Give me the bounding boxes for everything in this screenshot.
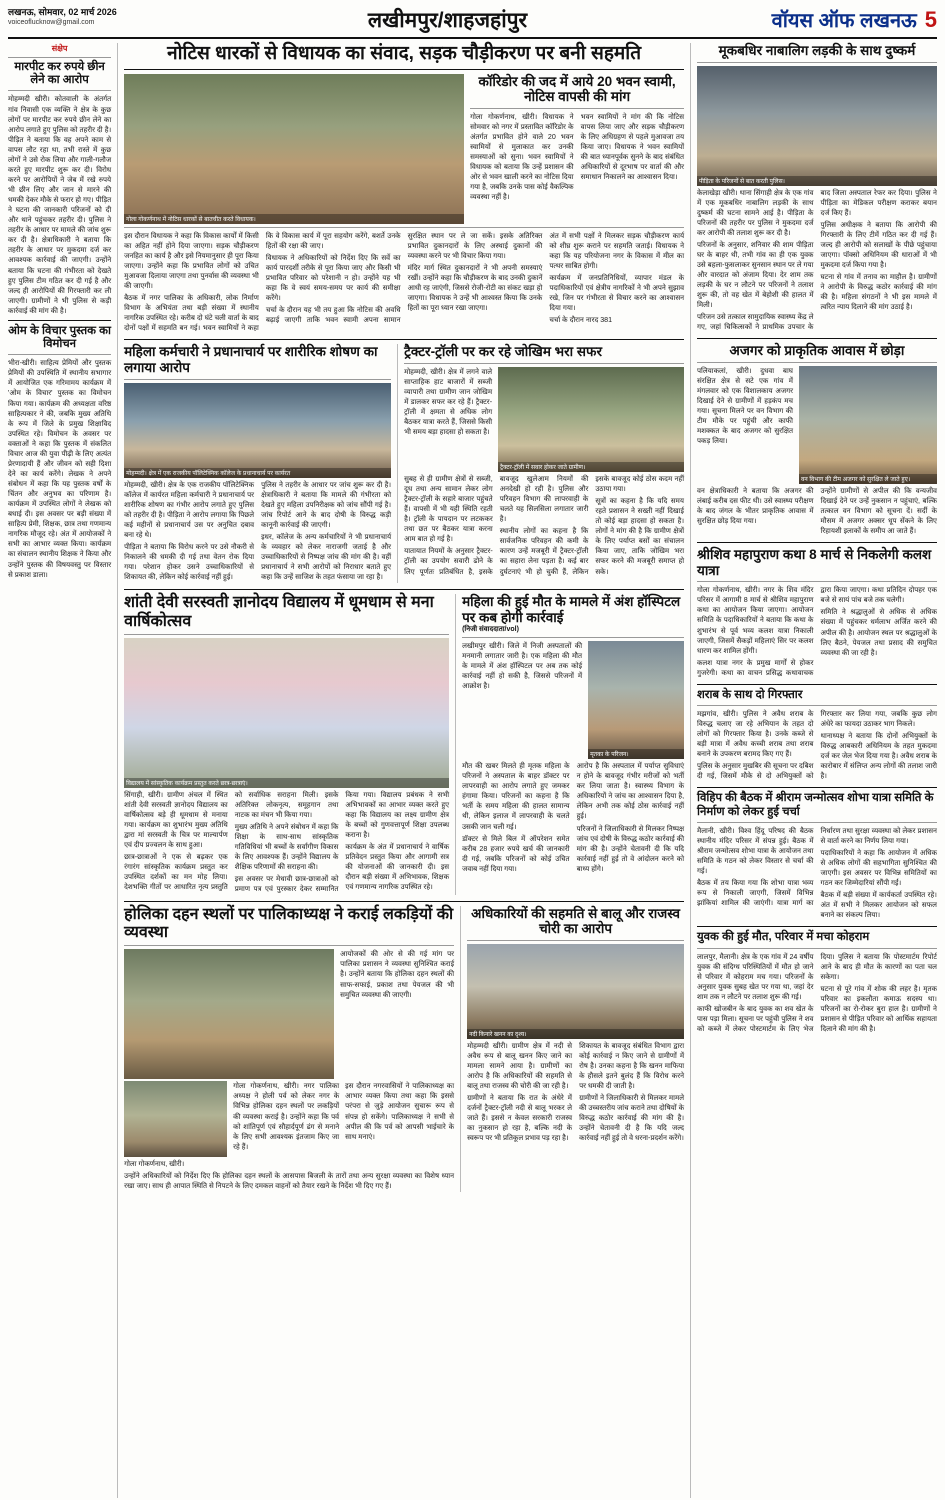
vhp-body-1: बैठक में तय किया गया कि शोभा यात्रा भव्य रूप से निकाली जाएगी, जिसमें विभिन्न झांकियां शामिल की जाएंगी। यात्रा मार्ग का निर्धारण तथा सुरक्षा व्यवस्था को लेकर प्रशासन से वार्ता करने का निर्णय लिया गया।: [696, 826, 937, 908]
crime-photo: [697, 66, 937, 186]
crime-body-1: परिजनों के अनुसार, शनिवार की शाम पीड़िता घर के बाहर थी, तभी गांव का ही एक युवक उसे बहला-फुसलाकर सुनसान स्थान पर ले गया और वारदात को अंजाम दिया। देर शाम तक लड़की के घर न लौटने पर परिजनों ने तलाश शुरू की, तो वह खेत में बेहोशी की हालत में मिली।: [696, 240, 814, 310]
leopard-photo-caption: वन विभाग की टीम अजगर को सुरक्षित ले जाते हुए।: [799, 474, 937, 484]
vhp-headline: विहिप की बैठक में श्रीराम जन्मोत्सव शोभा यात्रा समिति के निर्माण को लेकर हुई चर्चा: [696, 792, 934, 818]
teacher-photo: [124, 383, 391, 478]
hospital-photo-caption: मृतका के परिजन।: [588, 749, 684, 759]
holika-caption: गोला गोकर्णनाथ, खीरी।: [124, 1160, 185, 1169]
leopard-body-0: पलियाकलां, खीरी। दुधवा बाघ संरक्षित क्षेत्र से सटे एक गांव में मंगलवार को एक विशालकाय अजगर दिखाई देने से ग्रामीणों में हड़कंप मच गया। सूचना मिलने पर वन विभाग की टीम मौके पर पहुंची और काफी मशक्कत के बाद अजगर को सुरक्षित पकड़ लिया।: [696, 366, 793, 446]
crime-body-2: परिजन उसे तत्काल सामुदायिक स्वास्थ्य केंद्र ले गए, जहां चिकित्सकों ने प्राथमिक उपचार के बाद जिला अस्पताल रेफर कर दिया। पुलिस ने पीड़िता का मेडिकल परीक्षण कराकर बयान दर्ज किए हैं।: [696, 188, 937, 332]
left-article-1-body: मोहम्मदी खीरी। कोतवाली के अंतर्गत गांव निवासी एक व्यक्ति ने क्षेत्र के कुछ लोगों पर मारपीट कर रुपये छीन लेने का आरोप लगाते हुए पुलिस को तहरीर दी है। पीड़ित ने बताया कि वह अपने काम से वापस लौट रहा था, तभी रास्ते में कुछ लोगों ने उसे रोक लिया और गाली-गलौज करते हुए मारपीट शुरू कर दी। विरोध करने पर आरोपियों ने जेब में रखे रुपये भी छीन लिए और जान से मारने की धमकी देकर मौके से फरार हो गए। पीड़ित ने घटना की जानकारी परिजनों को दी और थाने पहुंचकर तहरीर दी। पुलिस ने तहरीर के आधार पर मामले की जांच शुरू कर दी है। क्षेत्राधिकारी ने बताया कि तहरीर के आधार पर मुकदमा दर्ज कर आवश्यक कार्रवाई की जाएगी। उन्होंने बताया कि घटना की गंभीरता को देखते हुए पुलिस टीम गठित कर दी गई है और जल्द ही आरोपियों की गिरफ्तारी कर ली जाएगी। ग्रामीणों ने भी पुलिस से कड़ी कार्रवाई की मांग की है।: [8, 95, 112, 315]
school-body-2: मुख्य अतिथि ने अपने संबोधन में कहा कि शिक्षा के साथ-साथ सांस्कृतिक गतिविधियां भी बच्चों के सर्वांगीण विकास के लिए आवश्यक हैं। उन्होंने विद्यालय के शैक्षिक परिणामों की सराहना की।: [234, 823, 339, 872]
school-body-3: इस अवसर पर मेधावी छात्र-छात्राओं को प्रमाण पत्र एवं पुरस्कार देकर सम्मानित किया गया। विद्यालय प्रबंधक ने सभी अभिभावकों का आभार व्यक्त करते हुए कहा कि विद्यालय का लक्ष्य ग्रामीण क्षेत्र के बच्चों को गुणवत्तापूर्ण शिक्षा उपलब्ध कराना है।: [234, 790, 450, 894]
liquor-story: [697, 689, 937, 782]
tractor-body-2: यातायात नियमों के अनुसार ट्रैक्टर-ट्रॉली का उपयोग सवारी ढोने के लिए पूर्णतः प्रतिबंधित है, इसके बावजूद खुलेआम नियमों की अनदेखी हो रही है। पुलिस और परिवहन विभाग की लापरवाही के चलते यह सिलसिला लगातार जारी है।: [404, 474, 589, 576]
hospital-story: [462, 594, 684, 894]
tractor-body-4: सूत्रों का कहना है कि यदि समय रहते प्रशासन ने सख्ती नहीं दिखाई तो कोई बड़ा हादसा हो सकता है। लोगों ने मांग की है कि ग्रामीण क्षेत्रों के लिए पर्याप्त बसों का संचालन किया जाए, ताकि जोखिम भरा सफर करने की मजबूरी समाप्त हो सके।: [595, 497, 685, 576]
liquor-headline: शराब के साथ दो गिरफ्तार: [696, 688, 803, 701]
vhp-body-2: पदाधिकारियों ने कहा कि आयोजन में अधिक से अधिक लोगों की सहभागिता सुनिश्चित की जाएगी। इस अवसर पर विभिन्न समितियों का गठन कर जिम्मेदारियां सौंपी गईं।: [820, 849, 937, 888]
column-divider-1: [117, 43, 118, 1498]
leopard-photo: [799, 366, 937, 484]
lead-photo-caption: गोला गोकर्णनाथ में नोटिस धारकों से बातचीत करते विधायक।: [124, 214, 464, 224]
lead-photo: [124, 74, 464, 224]
lead-body-4: विधायक ने अधिकारियों को निर्देश दिए कि सर्वे का कार्य पारदर्शी तरीके से पूरा किया जाए और किसी भी प्रभावित परिवार को परेशानी न हो। उन्होंने यह भी कहा कि वे स्वयं समय-समय पर कार्य की समीक्षा करेंगे।: [265, 253, 401, 303]
tractor-body-0: मोहम्मदी, खीरी। क्षेत्र में लगने वाले साप्ताहिक हाट बाजारों में सब्जी व्यापारी तथा ग्रामीण जान जोखिम में डालकर सफर कर रहे हैं। ट्रैक्टर-ट्रॉली में क्षमता से अधिक लोग बैठकर यात्रा करते हैं, जिससे किसी भी समय बड़ा हादसा हो सकता है।: [404, 367, 493, 437]
youth-headline: युवक की हुई मौत, परिवार में मचा कोहराम: [696, 931, 870, 944]
tractor-body-1: सुबह से ही ग्रामीण क्षेत्रों से सब्जी, दूध तथा अन्य सामान लेकर लोग ट्रैक्टर-ट्रॉली के सहारे बाजार पहुंचते हैं। वापसी में भी यही स्थिति रहती है। ट्रॉली के पायदान पर लटककर तथा छत पर बैठकर यात्रा करना आम बात हो गई है।: [404, 474, 493, 544]
sand-body-3: ग्रामीणों ने जिलाधिकारी से मिलकर मामले की उच्चस्तरीय जांच कराने तथा दोषियों के विरुद्ध कठोर कार्रवाई की मांग की है। उन्होंने चेतावनी दी है कि यदि जल्द कार्रवाई नहीं हुई तो वे धरना-प्रदर्शन करेंगे।: [579, 1093, 685, 1143]
hospital-headline: महिला की हुई मौत के मामले में अंश हॉस्पिटल पर कब होगी कार्रवाई: [462, 594, 681, 625]
holika-body-3: उन्होंने अधिकारियों को निर्देश दिए कि होलिका दहन स्थलों के आसपास बिजली के तारों तथा अन्य सुरक्षा व्यवस्था का विशेष ध्यान रखा जाए। साथ ही आपात स्थिति से निपटने के लिए दमकल वाहनों को तैयार रखने के निर्देश भी दिए गए हैं।: [124, 1172, 455, 1191]
page-grid: [8, 43, 937, 1498]
teacher-body-3: इधर, कॉलेज के अन्य कर्मचारियों ने भी प्रधानाचार्य के व्यवहार को लेकर नाराजगी जताई है और उच्चाधिकारियों से निष्पक्ष जांच की मांग की है। वहीं प्रधानाचार्य ने सभी आरोपों को निराधार बताते हुए कहा कि उन्हें साजिश के तहत फंसाया जा रहा है।: [261, 532, 392, 582]
youth-body-1: काफी खोजबीन के बाद युवक का शव खेत के पास पड़ा मिला। सूचना पर पहुंची पुलिस ने शव को कब्जे में लेकर पोस्टमार्टम के लिए भेज दिया। पुलिस ने बताया कि पोस्टमार्टम रिपोर्ट आने के बाद ही मौत के कारणों का पता चल सकेगा।: [696, 952, 937, 1034]
youth-body-0: लालपुर, मैलानी। क्षेत्र के एक गांव में 24 वर्षीय युवक की संदिग्ध परिस्थितियों में मौत हो जाने से परिवार में कोहराम मच गया। परिजनों के अनुसार युवक सुबह खेत पर गया था, जहां देर शाम तक न लौटने पर तलाश शुरू की गई।: [696, 952, 814, 1001]
lead-subheadline: कॉरिडोर की जद में आये 20 भवन स्वामी, नोटिस वापसी की मांग: [478, 73, 676, 105]
hospital-body-3: आरोप है कि अस्पताल में पर्याप्त सुविधाएं न होने के बावजूद गंभीर मरीजों को भर्ती कर लिया जाता है। स्वास्थ्य विभाग के अधिकारियों ने जांच का आश्वासन दिया है, लेकिन अभी तक कोई ठोस कार्रवाई नहीं हुई।: [576, 762, 685, 821]
masthead: [8, 6, 937, 39]
mid-row-4: [124, 906, 684, 1192]
lead-body-2: इस दौरान विधायक ने कहा कि विकास कार्यों में किसी का अहित नहीं होने दिया जाएगा। सड़क चौड़ीकरण जनहित का कार्य है और इसे नियमानुसार ही पूरा किया जाएगा। उन्होंने कहा कि प्रभावित लोगों को उचित मुआवजा दिलाया जाएगा तथा पुनर्वास की व्यवस्था भी की जाएगी।: [124, 231, 259, 291]
youth-story: [697, 931, 937, 1034]
school-body-1: छात्र-छात्राओं ने एक से बढ़कर एक रंगारंग सांस्कृतिक कार्यक्रम प्रस्तुत कर उपस्थित दर्शकों का मन मोह लिया। देशभक्ति गीतों पर आधारित नृत्य प्रस्तुति को सर्वाधिक सराहना मिली। इसके अतिरिक्त लोकनृत्य, समूहगान तथा नाटक का मंचन भी किया गया।: [124, 790, 339, 892]
sand-photo: [467, 944, 684, 1039]
teacher-headline: महिला कर्मचारी ने प्रधानाचार्य पर शारीरिक शोषण का लगाया आरोप: [124, 344, 378, 375]
liquor-body-0: मझगांव, खीरी। पुलिस ने अवैध शराब के विरुद्ध चलाए जा रहे अभियान के तहत दो लोगों को गिरफ्तार किया है। उनके कब्जे से बड़ी मात्रा में अवैध कच्ची शराब तथा शराब बनाने के उपकरण बरामद किए गए हैं।: [696, 710, 814, 759]
lead-body-7: अंत में सभी पक्षों ने मिलकर सड़क चौड़ीकरण कार्य को शीघ्र शुरू कराने पर सहमति जताई। विधायक ने कहा कि यह परियोजना नगर के विकास में मील का पत्थर साबित होगी।: [549, 231, 685, 271]
lead-body-9: चर्चा के दौरान नारद 381: [549, 316, 613, 325]
crime-body-0: केलाखेड़ा खीरी। थाना सिंगाही क्षेत्र के एक गांव में एक मूकबधिर नाबालिग लड़की के साथ दुष्कर्म की घटना सामने आई है। पीड़िता के परिजनों की तहरीर पर पुलिस ने मुकदमा दर्ज कर आरोपी की तलाश शुरू कर दी है।: [696, 188, 814, 237]
lead-story: [124, 43, 684, 333]
column-divider-mid: [397, 344, 398, 583]
holika-body-1: आयोजकों की ओर से की गई मांग पर पालिका प्रशासन ने व्यवस्था सुनिश्चित कराई है। उन्होंने बताया कि होलिका दहन स्थलों की साफ-सफाई, प्रकाश तथा पेयजल की भी समुचित व्यवस्था की जाएगी।: [340, 950, 455, 999]
mid-row-2: [124, 344, 684, 583]
hospital-photo: [588, 641, 684, 759]
left-column: [8, 43, 111, 1498]
crime-body-3: पुलिस अधीक्षक ने बताया कि आरोपी की गिरफ्तारी के लिए टीमें गठित कर दी गई हैं। जल्द ही आरोपी को सलाखों के पीछे पहुंचाया जाएगा। पॉक्सो अधिनियम की धाराओं में भी मुकदमा दर्ज किया गया है।: [820, 220, 937, 269]
contact-email: voiceoflucknow@gmail.com: [8, 19, 95, 27]
liquor-body-2: थानाध्यक्ष ने बताया कि दोनों अभियुक्तों के विरुद्ध आबकारी अधिनियम के तहत मुकदमा दर्ज कर जेल भेज दिया गया है। अवैध शराब के कारोबार में संलिप्त अन्य लोगों की तलाश जारी है।: [820, 732, 937, 781]
school-photo-caption: विद्यालय में सांस्कृतिक कार्यक्रम प्रस्तुत करते छात्र-छात्राएं।: [124, 778, 449, 788]
hospital-byline: (निजी संवाददाता/vol): [462, 626, 519, 634]
tractor-photo: [498, 367, 684, 472]
column-divider-mid2: [455, 594, 456, 894]
lead-body-8: कार्यक्रम में जनप्रतिनिधियों, व्यापार मंडल के पदाधिकारियों एवं क्षेत्रीय नागरिकों ने भी अपने सुझाव रखे, जिन पर गंभीरता से विचार करने का आश्वासन दिया गया।: [549, 274, 685, 313]
left-kicker: संक्षेप: [51, 44, 68, 53]
vhp-body-0: मैलानी, खीरी। विश्व हिंदू परिषद की बैठक स्थानीय मंदिर परिसर में संपन्न हुई। बैठक में श्रीराम जन्मोत्सव शोभा यात्रा के आयोजन तथा समिति के गठन को लेकर विस्तार से चर्चा की गई।: [696, 826, 814, 876]
masthead-center: [218, 6, 677, 34]
column-divider-2: [690, 43, 691, 1498]
tractor-story: [404, 344, 684, 583]
hospital-body-4: परिजनों ने जिलाधिकारी से मिलकर निष्पक्ष जांच एवं दोषी के विरुद्ध कठोर कार्रवाई की मांग की है। उन्होंने चेतावनी दी कि यदि कार्रवाई नहीं हुई तो वे आंदोलन करने को बाध्य होंगे।: [576, 824, 685, 873]
hospital-body-0: लखीमपुर खीरी। जिले में निजी अस्पतालों की मनमानी लगातार जारी है। एक महिला की मौत के मामले में अंश हॉस्पिटल पर अब तक कोई कार्रवाई नहीं हो सकी है, जिससे परिजनों में आक्रोश है।: [462, 642, 583, 691]
sand-body-1: ग्रामीणों ने बताया कि रात के अंधेरे में दर्जनों ट्रैक्टर-ट्रॉली नदी से बालू भरकर ले जाते हैं। इससे न केवल सरकारी राजस्व का नुकसान हो रहा है, बल्कि नदी के स्वरूप पर भी प्रतिकूल प्रभाव पड़ रहा है।: [467, 1093, 573, 1143]
middle-column: [124, 43, 684, 1498]
lead-body-5: चर्चा के दौरान यह भी तय हुआ कि नोटिस की अवधि बढ़ाई जाएगी ताकि भवन स्वामी अपना सामान सुरक्षित स्थान पर ले जा सकें। इसके अतिरिक्त प्रभावित दुकानदारों के लिए अस्थाई दुकानों की व्यवस्था करने पर भी विचार किया गया।: [265, 231, 543, 325]
sand-photo-caption: नदी किनारे खनन का दृश्य।: [467, 1029, 684, 1039]
holika-body-0: गोला गोकर्णनाथ, खीरी। नगर पालिका अध्यक्ष ने होली पर्व को लेकर नगर के विभिन्न होलिका दहन स्थलों पर लकड़ियों की व्यवस्था कराई है। उन्होंने कहा कि पर्व को शांतिपूर्ण एवं सौहार्दपूर्ण ढंग से मनाने के लिए सभी आवश्यक इंतजाम किए जा रहे हैं।: [233, 1082, 340, 1151]
school-story: [124, 594, 449, 894]
katha-story: [697, 547, 937, 678]
teacher-photo-caption: मोहम्मदी। क्षेत्र में एक राजकीय पॉलिटेक्निक कॉलेज के प्रधानाचार्य पर कार्यरत: [124, 468, 391, 478]
publication-date: लखनऊ, सोमवार, 02 मार्च 2026: [8, 7, 117, 17]
mid-row-3: [124, 594, 684, 894]
leopard-story: [697, 343, 937, 536]
youth-body-2: घटना से पूरे गांव में शोक की लहर है। मृतक परिवार का इकलौता कमाऊ सदस्य था। परिजनों का रो-रोकर बुरा हाल है। ग्रामीणों ने प्रशासन से पीड़ित परिवार को आर्थिक सहायता दिलाने की मांग की है।: [820, 984, 937, 1034]
katha-headline: श्रीशिव महापुराण कथा 8 मार्च से निकलेगी कलश यात्रा: [696, 547, 932, 578]
left-article-2-body: भीरा-खीरी। साहित्य प्रेमियों और पुस्तक प्रेमियों की उपस्थिति में स्थानीय सभागार में आयोजित एक गरिमामय कार्यक्रम में 'ओम के विचार' पुस्तक का विमोचन किया गया। कार्यक्रम की अध्यक्षता वरिष्ठ साहित्यकार ने की, जबकि मुख्य अतिथि के रूप में जिले के प्रमुख शिक्षाविद उपस्थित रहे। विमोचन के अवसर पर वक्ताओं ने कहा कि पुस्तक में संकलित विचार आज की युवा पीढ़ी के लिए अत्यंत प्रेरणादायी हैं और जीवन को सही दिशा देने का कार्य करेंगे। लेखक ने अपने संबोधन में कहा कि यह पुस्तक वर्षों के चिंतन और अनुभव का परिणाम है। कार्यक्रम में उपस्थित लोगों ने लेखक को बधाई दी। इस अवसर पर बड़ी संख्या में साहित्य प्रेमी, शिक्षक, छात्र तथा गणमान्य नागरिक मौजूद रहे। अंत में आयोजकों ने सभी का आभार व्यक्त किया। कार्यक्रम का संचालन स्थानीय शिक्षक ने किया और उन्होंने पुस्तक की विषयवस्तु पर विस्तार से प्रकाश डाला।: [8, 359, 112, 579]
vhp-story: [697, 792, 937, 920]
teacher-body-2: पुलिस ने तहरीर के आधार पर जांच शुरू कर दी है। क्षेत्राधिकारी ने बताया कि मामले की गंभीरता को देखते हुए महिला उपनिरीक्षक को जांच सौंपी गई है। जांच रिपोर्ट आने के बाद दोषी के विरुद्ध कड़ी कानूनी कार्रवाई की जाएगी।: [261, 480, 392, 529]
tractor-body-3: स्थानीय लोगों का कहना है कि सार्वजनिक परिवहन की कमी के कारण उन्हें मजबूरी में ट्रैक्टर-ट्रॉली का सहारा लेना पड़ता है। कई बार दुर्घटनाएं भी हो चुकी हैं, लेकिन इसके बावजूद कोई ठोस कदम नहीं उठाया गया।: [499, 474, 685, 576]
edition-name: लखीमपुर/शाहजहांपुर: [367, 9, 528, 32]
vhp-body-3: बैठक में बड़ी संख्या में कार्यकर्ता उपस्थित रहे। अंत में सभी ने मिलकर आयोजन को सफल बनाने का संकल्प लिया।: [820, 891, 937, 920]
holika-story: [124, 906, 454, 1192]
school-body-4: कार्यक्रम के अंत में प्रधानाचार्य ने वार्षिक प्रतिवेदन प्रस्तुत किया और आगामी सत्र की योजनाओं की जानकारी दी। इस दौरान बड़ी संख्या में अभिभावक, शिक्षक एवं गणमान्य नागरिक उपस्थित रहे।: [345, 843, 450, 892]
lead-headline: नोटिस धारकों से विधायक का संवाद, सड़क चौड़ीकरण पर बनी सहमति: [167, 43, 642, 64]
lead-body-6: मंदिर मार्ग स्थित दुकानदारों ने भी अपनी समस्याएं रखीं। उन्होंने कहा कि चौड़ीकरण के बाद उनकी दुकानें आधी रह जाएंगी, जिससे रोजी-रोटी का संकट खड़ा हो जाएगा। विधायक ने उन्हें भी आश्वस्त किया कि उनके हितों का पूरा ध्यान रखा जाएगा।: [407, 264, 543, 313]
katha-body-1: कलश यात्रा नगर के प्रमुख मार्गों से होकर गुजरेगी। कथा का वाचन प्रसिद्ध कथावाचक द्वारा किया जाएगा। कथा प्रतिदिन दोपहर एक बजे से सायं पांच बजे तक चलेगी।: [696, 586, 937, 677]
leopard-body-2: उन्होंने ग्रामीणों से अपील की कि वन्यजीव दिखाई देने पर उन्हें नुकसान न पहुंचाएं, बल्कि तत्काल वन विभाग को सूचना दें। सर्दी के मौसम में अजगर अक्सर धूप सेंकने के लिए रिहायशी इलाकों के समीप आ जाते हैं।: [820, 486, 937, 536]
lead-body-0: गोला गोकर्णनाथ, खीरी। विधायक ने सोमवार को नगर में प्रस्तावित कॉरिडोर के अंतर्गत प्रभावित होने वाले 20 भवन स्वामियों से मुलाकात कर उनकी समस्याओं को सुना। भवन स्वामियों ने विधायक को बताया कि उन्हें प्रशासन की ओर से भवन खाली करने का नोटिस दिया गया है, जबकि उनके पास कोई वैकल्पिक व्यवस्था नहीं है।: [470, 112, 574, 202]
left-article-2-headline: ओम के विचार पुस्तक का विमोचन: [8, 324, 111, 351]
tractor-photo-caption: ट्रैक्टर-ट्रॉली में सवार होकर जाते ग्रामीण।: [498, 462, 684, 472]
school-body-0: सिंगाही, खीरी। ग्रामीण अंचल में स्थित शांती देवी सरस्वती ज्ञानोदय विद्यालय का वार्षिकोत्सव बड़े ही धूमधाम से मनाया गया। कार्यक्रम का शुभारंभ मुख्य अतिथि द्वारा मां सरस्वती के चित्र पर माल्यार्पण एवं दीप प्रज्वलन के साथ हुआ।: [124, 790, 228, 850]
sand-body-2: शिकायत के बावजूद संबंधित विभाग द्वारा कोई कार्रवाई न किए जाने से ग्रामीणों में रोष है। उनका कहना है कि खनन माफिया के हौसले इतने बुलंद हैं कि विरोध करने पर धमकी दी जाती है।: [579, 1041, 685, 1090]
crime-headline: मूकबधिर नाबालिग लड़की के साथ दुष्कर्म: [718, 43, 916, 58]
holika-photo-2: [124, 1081, 227, 1157]
crime-body-4: घटना से गांव में तनाव का माहौल है। ग्रामीणों ने आरोपी के विरुद्ध कठोर कार्रवाई की मांग की है। महिला संगठनों ने भी इस मामले में त्वरित न्याय दिलाने की मांग उठाई है।: [820, 273, 937, 312]
crime-story: [697, 43, 937, 332]
katha-body-2: समिति ने श्रद्धालुओं से अधिक से अधिक संख्या में पहुंचकर धर्मलाभ अर्जित करने की अपील की है। आयोजन स्थल पर श्रद्धालुओं के लिए बैठने, पेयजल तथा प्रसाद की समुचित व्यवस्था की जा रही है।: [820, 608, 937, 657]
holika-headline: होलिका दहन स्थलों पर पालिकाध्यक्ष ने कराई लकड़ियों की व्यवस्था: [124, 905, 454, 941]
page-number: 5: [924, 6, 937, 32]
sand-headline: अधिकारियों की सहमति से बालू और राजस्व चोरी का आरोप: [471, 905, 680, 937]
hospital-body-2: डॉक्टर से मिले बिल में ऑपरेशन समेत करीब 28 हजार रुपये खर्च की जानकारी दी गई, जबकि परिजनों को कोई उचित जवाब नहीं दिया गया।: [462, 834, 570, 873]
teacher-story: [124, 344, 391, 583]
sand-body-0: मोहम्मदी खीरी। ग्रामीण क्षेत्र में नदी से अवैध रूप से बालू खनन किए जाने का मामला सामने आया है। ग्रामीणों का आरोप है कि अधिकारियों की सहमति से बालू तथा राजस्व की चोरी की जा रही है।: [467, 1041, 573, 1090]
masthead-left: [8, 6, 218, 28]
hospital-body-1: मौत की खबर मिलते ही मृतक महिला के परिजनों ने अस्पताल के बाहर डॉक्टर पर लापरवाही का आरोप लगाते हुए जमकर हंगामा किया। परिजनों का कहना है कि भर्ती के समय महिला की हालत सामान्य थी, लेकिन इलाज में लापरवाही के चलते उसकी जान चली गई।: [462, 762, 570, 831]
column-divider-mid3: [460, 906, 461, 1192]
holika-body-2: इस दौरान नगरवासियों ने पालिकाध्यक्ष का आभार व्यक्त किया तथा कहा कि इससे परंपरा से जुड़े आयोजन सुचारू रूप से संपन्न हो सकेंगे। पालिकाध्यक्ष ने सभी से अपील की कि पर्व को आपसी भाईचारे के साथ मनाएं।: [345, 1082, 455, 1141]
teacher-body-1: पीड़िता ने बताया कि विरोध करने पर उसे नौकरी से निकालने की धमकी दी गई तथा वेतन रोक दिया गया। परेशान होकर उसने उच्चाधिकारियों से शिकायत की, लेकिन कोई कार्रवाई नहीं हुई।: [124, 542, 255, 582]
katha-body-0: गोला गोकर्णनाथ, खीरी। नगर के शिव मंदिर परिसर में आगामी 8 मार्च से श्रीशिव महापुराण कथा का आयोजन किया जाएगा। आयोजन समिति के पदाधिकारियों ने बताया कि कथा के शुभारंभ से पूर्व भव्य कलश यात्रा निकाली जाएगी, जिसमें सैकड़ों महिलाएं सिर पर कलश धारण कर शामिल होंगी।: [696, 586, 814, 655]
school-photo: [124, 638, 449, 788]
leopard-headline: अजगर को प्राकृतिक आवास में छोड़ा: [729, 343, 905, 359]
left-article-1-headline: मारपीट कर रुपये छीन लेने का आरोप: [14, 61, 105, 87]
masthead-right: [677, 6, 937, 33]
tractor-headline: ट्रैक्टर-ट्रॉली पर कर रहे जोखिम भरा सफर: [404, 344, 602, 360]
teacher-body-0: मोहम्मदी, खीरी। क्षेत्र के एक राजकीय पॉलिटेक्निक कॉलेज में कार्यरत महिला कर्मचारी ने प्रधानाचार्य पर शारीरिक शोषण का गंभीर आरोप लगाते हुए पुलिस को तहरीर दी है। पीड़िता ने आरोप लगाया कि पिछले कई महीनों से प्रधानाचार्य उस पर अनुचित दबाव बना रहे थे।: [124, 480, 255, 539]
liquor-body-1: पुलिस के अनुसार मुखबिर की सूचना पर दबिश दी गई, जिसमें मौके से दो अभियुक्तों को गिरफ्तार कर लिया गया, जबकि कुछ लोग अंधेरे का फायदा उठाकर भाग निकले।: [696, 710, 937, 781]
brand-title: वॉयस ऑफ लखनऊ: [771, 10, 917, 32]
sand-story: [467, 906, 684, 1192]
leopard-body-1: वन क्षेत्राधिकारी ने बताया कि अजगर की लंबाई करीब दस फीट थी। उसे स्वास्थ्य परीक्षण के बाद जंगल के भीतर प्राकृतिक आवास में सुरक्षित छोड़ दिया गया।: [696, 486, 814, 526]
lead-body-3: बैठक में नगर पालिका के अधिकारी, लोक निर्माण विभाग के अभियंता तथा बड़ी संख्या में स्थानीय नागरिक उपस्थित रहे। करीब दो घंटे चली वार्ता के बाद दोनों पक्षों में सहमति बन गई। भवन स्वामियों ने कहा कि वे विकास कार्य में पूरा सहयोग करेंगे, बशर्ते उनके हितों की रक्षा की जाए।: [124, 231, 401, 333]
right-column: [697, 43, 937, 1498]
lead-body-1: भवन स्वामियों ने मांग की कि नोटिस वापस लिया जाए और सड़क चौड़ीकरण के लिए अधिग्रहण से पहले मुआवजा तय किया जाए। विधायक ने भवन स्वामियों की बात ध्यानपूर्वक सुनने के बाद संबंधित अधिकारियों से दूरभाष पर वार्ता की और समाधान निकालने का आश्वासन दिया।: [580, 112, 685, 182]
crime-photo-caption: पीड़िता के परिजनों से बात करती पुलिस।: [697, 176, 937, 186]
holika-photo: [124, 949, 334, 1079]
school-headline: शांती देवी सरस्वती ज्ञानोदय विद्यालय में धूमधाम से मना वार्षिकोत्सव: [124, 594, 434, 630]
